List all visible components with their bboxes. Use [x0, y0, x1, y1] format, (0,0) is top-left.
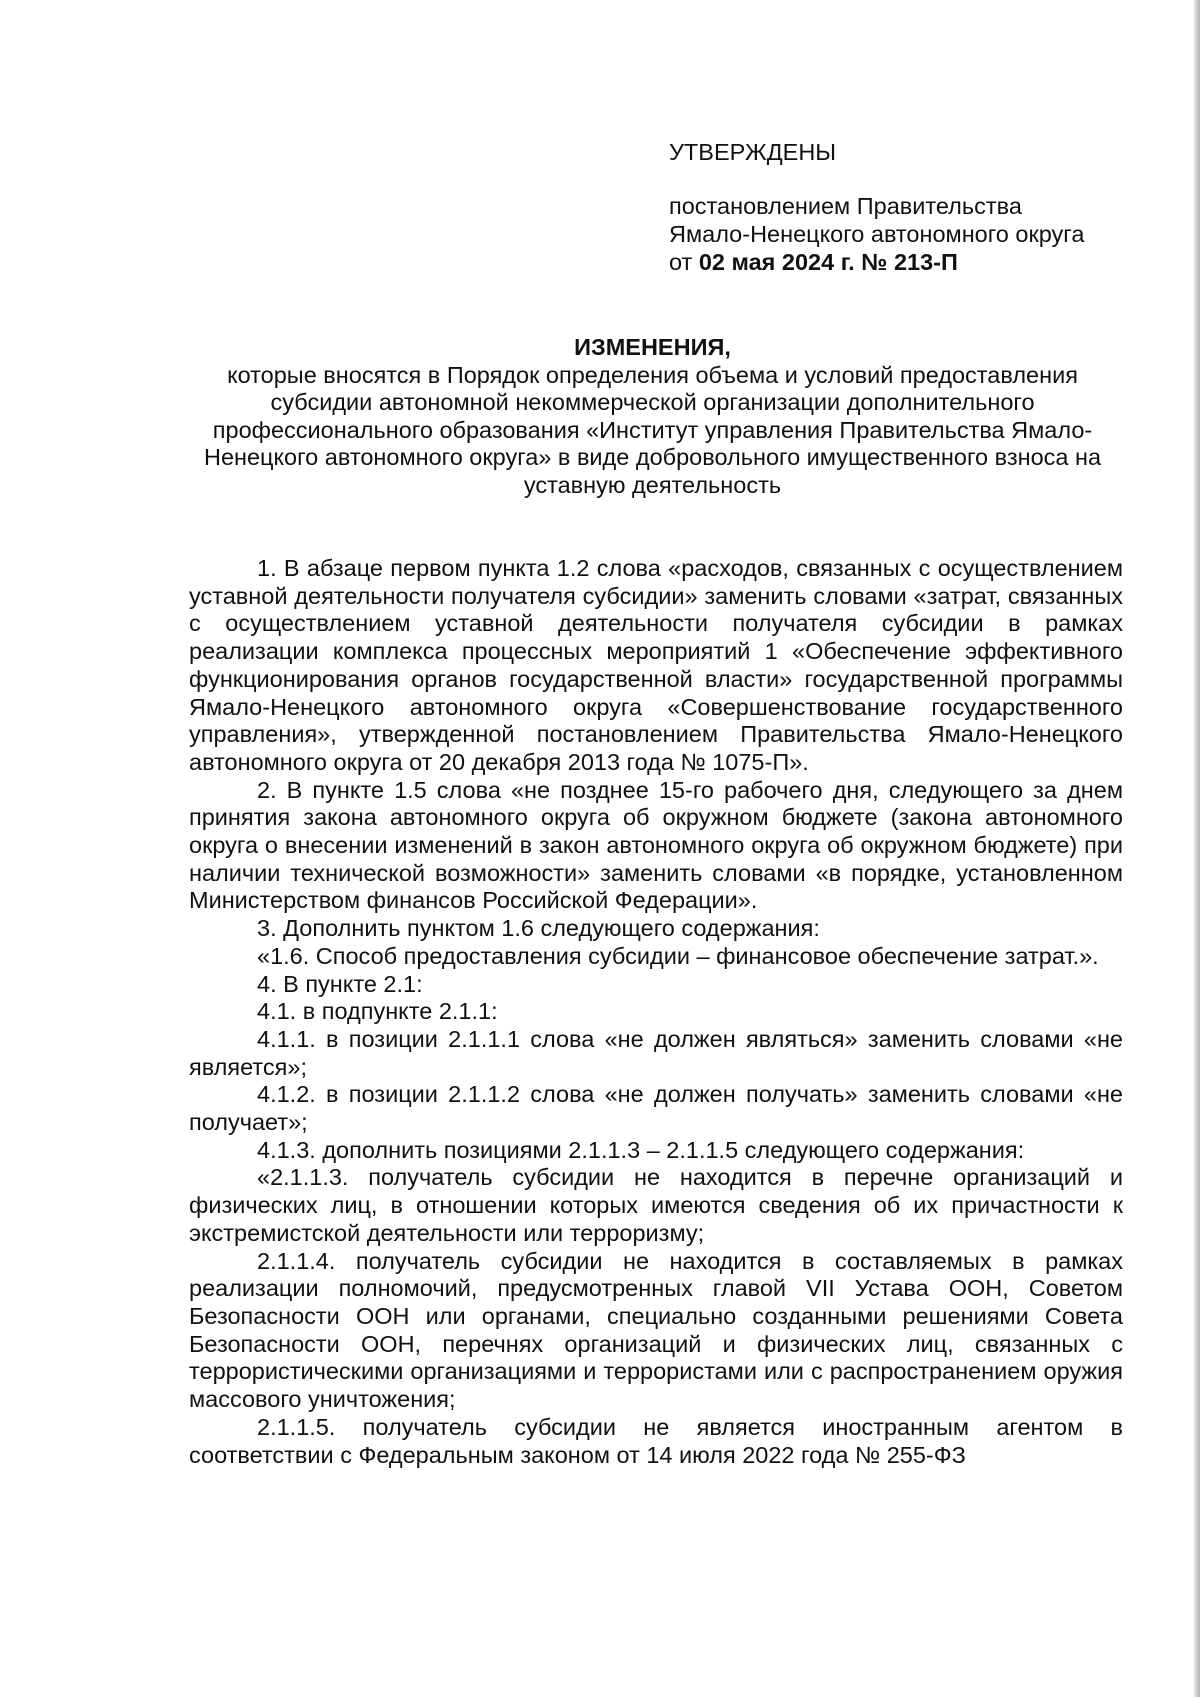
- paragraph-6: 4.1. в подпункте 2.1.1:: [257, 998, 498, 1025]
- paragraph-12: 2.1.1.5. получатель субсидии не является иностранным агентом в соответствии с Федеральным законом от 14 июля 2022 года № 255-ФЗ: [189, 1413, 1123, 1468]
- paragraph-8: 4.1.2. в позиции 2.1.1.2 слова «не должен получать» заменить словами «не получает»;: [189, 1081, 1123, 1136]
- paragraph-7: 4.1.1. в позиции 2.1.1.1 слова «не должен являться» заменить словами «не является»;: [189, 1025, 1123, 1080]
- document-heading: [185, 334, 1120, 499]
- document-subtitle: которые вносятся в Порядок определения объема и условий предоставления субсидии автономной некоммерческой организации дополнительного профессионального образования «Институт управления Правительства Ямало-Ненецкого автономного округа» в виде добровольного имущественного взноса на уставную деятельность: [203, 361, 1102, 498]
- approval-date-prefix: от: [669, 249, 699, 275]
- paragraph-3: 3. Дополнить пунктом 1.6 следующего содержания:: [257, 915, 820, 942]
- approval-block: [669, 138, 1139, 276]
- approval-date: [669, 248, 1139, 276]
- approval-title: УТВЕРЖДЕНЫ: [669, 139, 837, 165]
- approval-date-value: 02 мая 2024 г. № 213-П: [698, 249, 958, 275]
- document-title: ИЗМЕНЕНИЯ,: [574, 334, 731, 360]
- paragraph-2: 2. В пункте 1.5 слова «не позднее 15-го рабочего дня, следующего за днем принятия закона автономного округа об окружном бюджете (закона автономного округа о внесении изменений в закон автономного округа об окружном бюджете) при наличии технической возможности» заменить словами «в порядке, установленном Министерством финансов Российской Федерации».: [189, 776, 1123, 914]
- document-body: [189, 555, 1123, 1469]
- paragraph-5: 4. В пункте 2.1:: [257, 970, 423, 997]
- paragraph-4: «1.6. Способ предоставления субсидии – финансовое обеспечение затрат.».: [257, 942, 1099, 969]
- page-edge-shadow: [1194, 0, 1200, 1697]
- paragraph-10: «2.1.1.3. получатель субсидии не находится в перечне организаций и физических лиц, в отношении которых имеются сведения об их причастности к экстремистской деятельности или терроризму;: [189, 1164, 1123, 1246]
- approval-line-1: постановлением Правительства: [669, 193, 1022, 219]
- paragraph-1: 1. В абзаце первом пункта 1.2 слова «расходов, связанных с осуществлением уставной деятельности получателя субсидии» заменить словами «затрат, связанных с осуществлением уставной деятельности получателя субсидии в рамках реализации комплекса процессных мероприятий 1 «Обеспечение эффективного функционирования органов государственной власти» государственной программы Ямало-Ненецкого автономного округа «Совершенствование государственного управления», утвержденной постановлением Правительства Ямало-Ненецкого автономного округа от 20 декабря 2013 года № 1075-П».: [189, 555, 1123, 775]
- paragraph-9: 4.1.3. дополнить позициями 2.1.1.3 – 2.1.1.5 следующего содержания:: [257, 1136, 1025, 1163]
- paragraph-11: 2.1.1.4. получатель субсидии не находится в составляемых в рамках реализации полномочий, предусмотренных главой VII Устава ООН, Советом Безопасности ООН или органами, специально созданными решениями Совета Безопасности ООН, перечнях организаций и физических лиц, связанных с террористическими организациями и террористами или с распространением оружия массового уничтожения;: [189, 1247, 1123, 1413]
- approval-line-2: Ямало-Ненецкого автономного округа: [669, 221, 1085, 247]
